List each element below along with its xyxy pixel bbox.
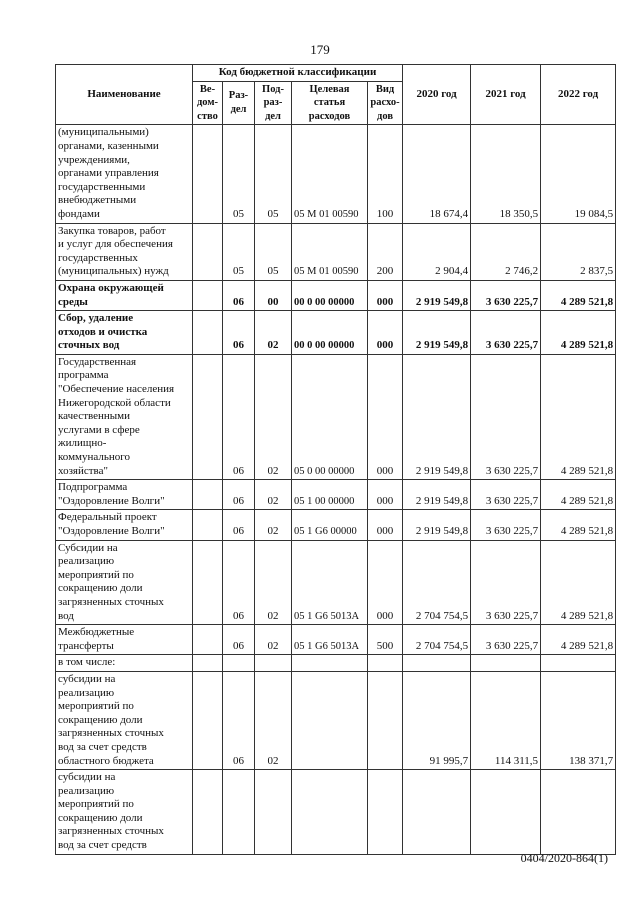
cell-razdel: 06 <box>223 510 255 540</box>
col-header-razdel: Раз- дел <box>223 81 255 125</box>
cell-expense-type: 500 <box>368 625 403 655</box>
cell-podrazdel: 02 <box>255 510 292 540</box>
cell-2022: 4 289 521,8 <box>541 510 616 540</box>
cell-expense-type: 000 <box>368 354 403 479</box>
cell-2021: 3 630 225,7 <box>471 354 541 479</box>
cell-razdel: 05 <box>223 125 255 223</box>
cell-expense-type <box>368 770 403 855</box>
cell-podrazdel <box>255 770 292 855</box>
cell-razdel: 06 <box>223 480 255 510</box>
cell-razdel <box>223 655 255 672</box>
cell-razdel: 06 <box>223 354 255 479</box>
cell-expense-type: 000 <box>368 480 403 510</box>
table-row <box>56 770 616 855</box>
col-header-name: Наименование <box>56 65 193 125</box>
col-header-expense-type: Вид расхо- дов <box>368 81 403 125</box>
cell-2022 <box>541 655 616 672</box>
col-header-podrazdel: Под- раз- дел <box>255 81 292 125</box>
cell-razdel: 05 <box>223 223 255 280</box>
cell-2021: 18 350,5 <box>471 125 541 223</box>
cell-name: Сбор, удаление отходов и очистка сточных вод <box>56 311 193 355</box>
cell-2021: 3 630 225,7 <box>471 510 541 540</box>
cell-target-article <box>292 655 368 672</box>
cell-2020: 18 674,4 <box>403 125 471 223</box>
cell-2020: 2 919 549,8 <box>403 280 471 310</box>
cell-name: Государственная программа "Обеспечение населения Нижегородской области качественными услугами в сфере жилищно- коммунального хозяйства" <box>56 354 193 479</box>
cell-name: (муниципальными) органами, казенными учреждениями, органами управления государственными внебюджетными фондами <box>56 125 193 223</box>
table-row <box>56 311 616 355</box>
table-row <box>56 125 616 223</box>
cell-expense-type: 100 <box>368 125 403 223</box>
cell-expense-type <box>368 671 403 769</box>
cell-vedomstvo <box>193 311 223 355</box>
cell-target-article: 05 1 G6 00000 <box>292 510 368 540</box>
cell-2021: 3 630 225,7 <box>471 311 541 355</box>
table-header <box>56 65 616 125</box>
table-row <box>56 354 616 479</box>
cell-expense-type: 000 <box>368 510 403 540</box>
cell-expense-type: 000 <box>368 280 403 310</box>
col-header-2020: 2020 год <box>403 65 471 125</box>
cell-2022 <box>541 770 616 855</box>
cell-podrazdel: 02 <box>255 480 292 510</box>
cell-2020: 2 919 549,8 <box>403 354 471 479</box>
cell-name: субсидии на реализацию мероприятий по сокращению доли загрязненных сточных вод за счет средств <box>56 770 193 855</box>
cell-name: Субсидии на реализацию мероприятий по сокращению доли загрязненных сточных вод <box>56 540 193 625</box>
table-row <box>56 280 616 310</box>
table-row <box>56 625 616 655</box>
cell-expense-type: 000 <box>368 311 403 355</box>
budget-table <box>55 64 616 855</box>
cell-name: Закупка товаров, работ и услуг для обеспечения государственных (муниципальных) нужд <box>56 223 193 280</box>
cell-2020: 91 995,7 <box>403 671 471 769</box>
cell-vedomstvo <box>193 354 223 479</box>
cell-2020: 2 919 549,8 <box>403 510 471 540</box>
cell-podrazdel <box>255 655 292 672</box>
cell-2022: 4 289 521,8 <box>541 280 616 310</box>
table-row <box>56 671 616 769</box>
cell-target-article: 05 М 01 00590 <box>292 223 368 280</box>
cell-2021: 3 630 225,7 <box>471 540 541 625</box>
cell-podrazdel: 02 <box>255 671 292 769</box>
cell-2021: 114 311,5 <box>471 671 541 769</box>
table-body <box>56 125 616 854</box>
cell-target-article <box>292 671 368 769</box>
col-header-2021: 2021 год <box>471 65 541 125</box>
cell-podrazdel: 02 <box>255 354 292 479</box>
cell-vedomstvo <box>193 671 223 769</box>
page-number: 179 <box>310 42 330 57</box>
cell-name: Охрана окружающей среды <box>56 280 193 310</box>
cell-razdel: 06 <box>223 625 255 655</box>
cell-razdel: 06 <box>223 540 255 625</box>
cell-2021 <box>471 770 541 855</box>
cell-2022: 2 837,5 <box>541 223 616 280</box>
cell-podrazdel: 05 <box>255 223 292 280</box>
col-header-target-article: Целевая статья расходов <box>292 81 368 125</box>
cell-target-article: 05 М 01 00590 <box>292 125 368 223</box>
col-header-2022: 2022 год <box>541 65 616 125</box>
cell-vedomstvo <box>193 125 223 223</box>
cell-expense-type <box>368 655 403 672</box>
table-row <box>56 540 616 625</box>
cell-2022: 4 289 521,8 <box>541 354 616 479</box>
cell-podrazdel: 05 <box>255 125 292 223</box>
cell-vedomstvo <box>193 510 223 540</box>
cell-target-article: 00 0 00 00000 <box>292 280 368 310</box>
cell-name: в том числе: <box>56 655 193 672</box>
cell-razdel <box>223 770 255 855</box>
cell-2020: 2 704 754,5 <box>403 625 471 655</box>
cell-razdel: 06 <box>223 671 255 769</box>
cell-expense-type: 200 <box>368 223 403 280</box>
cell-2021: 3 630 225,7 <box>471 480 541 510</box>
cell-target-article: 05 1 00 00000 <box>292 480 368 510</box>
cell-2022: 4 289 521,8 <box>541 625 616 655</box>
table-row <box>56 223 616 280</box>
cell-2020: 2 904,4 <box>403 223 471 280</box>
cell-vedomstvo <box>193 480 223 510</box>
table-row <box>56 510 616 540</box>
cell-2021: 3 630 225,7 <box>471 280 541 310</box>
cell-2020: 2 919 549,8 <box>403 311 471 355</box>
cell-name: Подпрограмма "Оздоровление Волги" <box>56 480 193 510</box>
cell-name: Межбюджетные трансферты <box>56 625 193 655</box>
cell-expense-type: 000 <box>368 540 403 625</box>
cell-podrazdel: 00 <box>255 280 292 310</box>
cell-2021 <box>471 655 541 672</box>
cell-target-article <box>292 770 368 855</box>
cell-2022: 4 289 521,8 <box>541 540 616 625</box>
cell-2022: 138 371,7 <box>541 671 616 769</box>
cell-razdel: 06 <box>223 280 255 310</box>
document-code: 0404/2020-864(1) <box>520 851 608 865</box>
cell-vedomstvo <box>193 540 223 625</box>
cell-2021: 3 630 225,7 <box>471 625 541 655</box>
cell-target-article: 00 0 00 00000 <box>292 311 368 355</box>
table-row <box>56 655 616 672</box>
cell-vedomstvo <box>193 223 223 280</box>
cell-podrazdel: 02 <box>255 625 292 655</box>
table-row <box>56 480 616 510</box>
cell-vedomstvo <box>193 280 223 310</box>
cell-target-article: 05 1 G6 5013A <box>292 540 368 625</box>
cell-podrazdel: 02 <box>255 311 292 355</box>
cell-2022: 4 289 521,8 <box>541 311 616 355</box>
cell-2021: 2 746,2 <box>471 223 541 280</box>
cell-vedomstvo <box>193 625 223 655</box>
cell-vedomstvo <box>193 770 223 855</box>
cell-2020: 2 704 754,5 <box>403 540 471 625</box>
cell-2022: 4 289 521,8 <box>541 480 616 510</box>
cell-2020: 2 919 549,8 <box>403 480 471 510</box>
cell-2020 <box>403 655 471 672</box>
cell-name: Федеральный проект "Оздоровление Волги" <box>56 510 193 540</box>
cell-vedomstvo <box>193 655 223 672</box>
cell-target-article: 05 1 G6 5013A <box>292 625 368 655</box>
cell-razdel: 06 <box>223 311 255 355</box>
cell-target-article: 05 0 00 00000 <box>292 354 368 479</box>
col-header-vedomstvo: Ве- дом- ство <box>193 81 223 125</box>
cell-name: субсидии на реализацию мероприятий по сокращению доли загрязненных сточных вод за счет средств областного бюджета <box>56 671 193 769</box>
cell-podrazdel: 02 <box>255 540 292 625</box>
cell-2022: 19 084,5 <box>541 125 616 223</box>
cell-2020 <box>403 770 471 855</box>
col-header-classification-group: Код бюджетной классификации <box>193 65 403 82</box>
